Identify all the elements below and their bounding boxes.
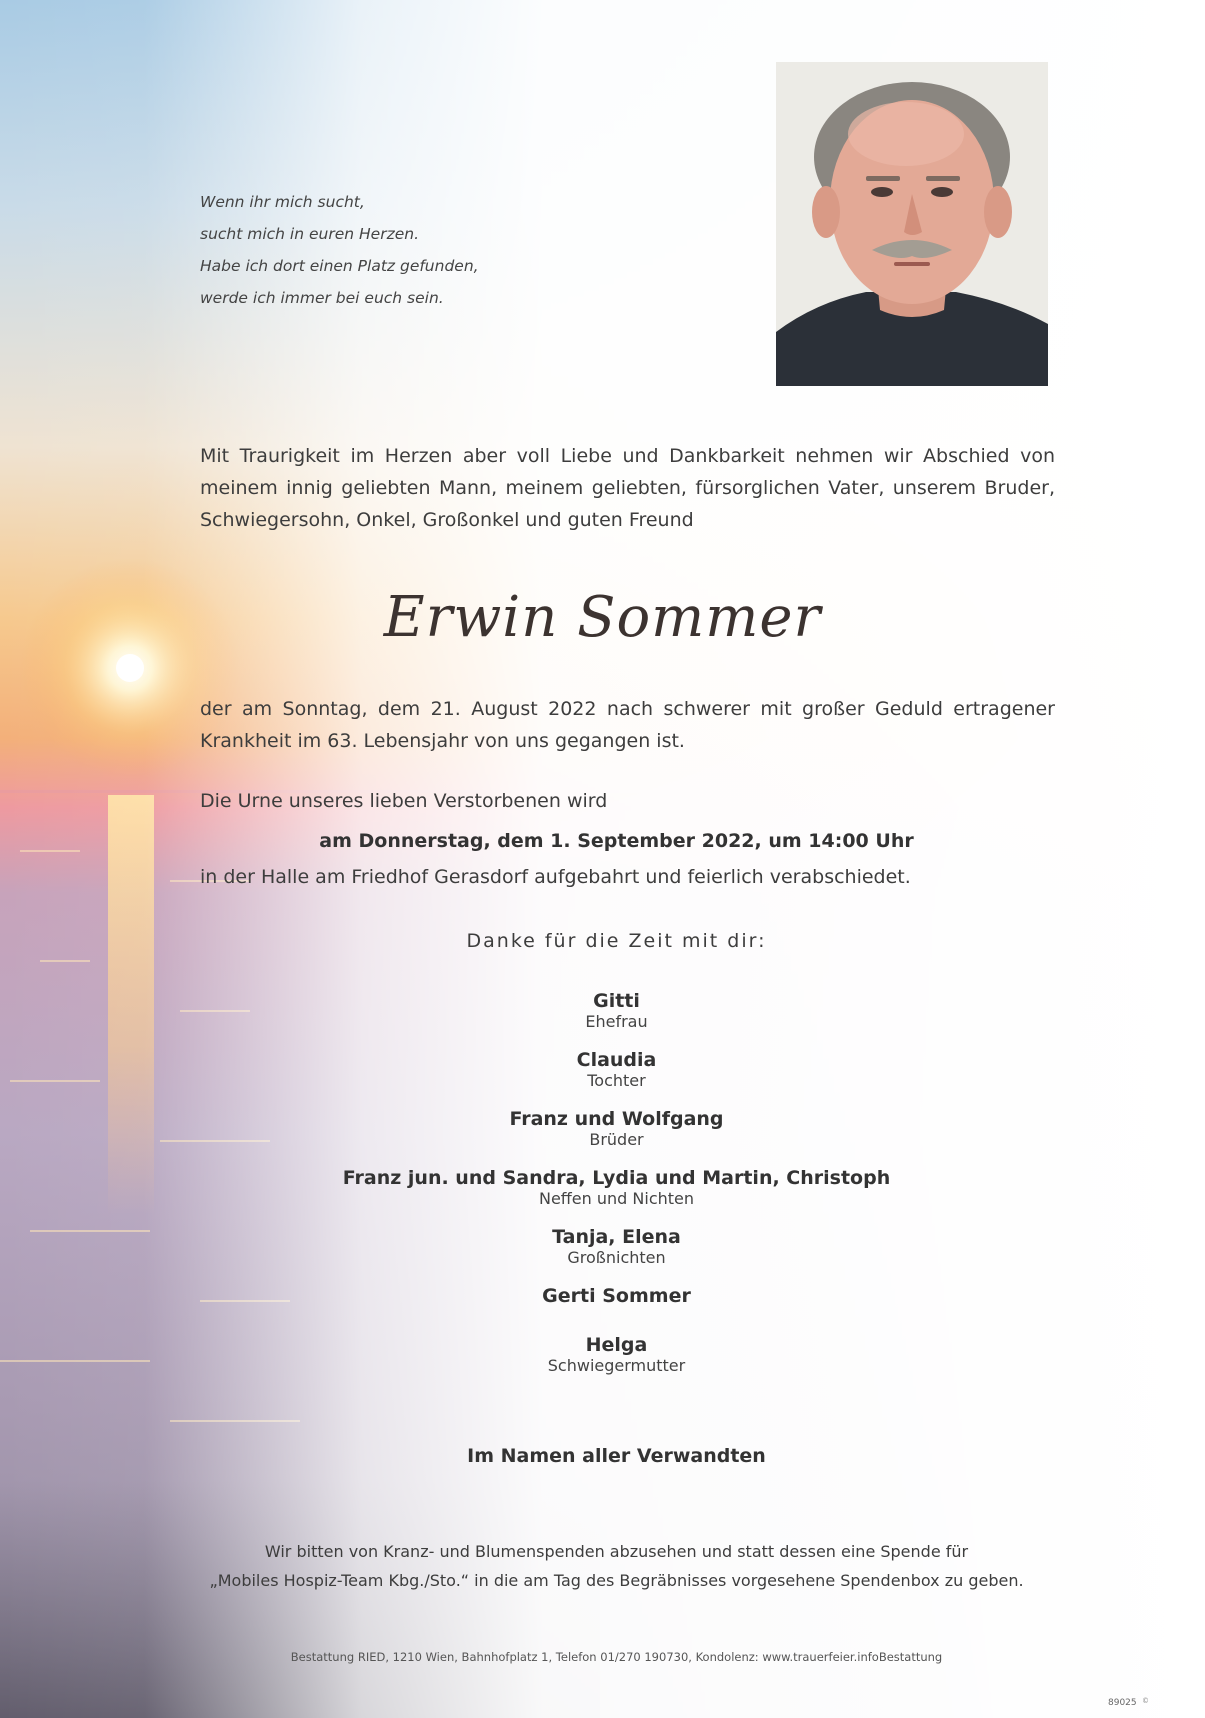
poem-line: Wenn ihr mich sucht, [200, 193, 365, 211]
mourners-list [0, 990, 1205, 1393]
printer-logo: © [1142, 1697, 1149, 1705]
mourner-name: Helga [585, 1334, 648, 1356]
mourner-role: Ehefrau [585, 1012, 648, 1031]
urn-line-1: Die Urne unseres lieben Verstorbenen wird [200, 790, 608, 812]
mourner [28, 1285, 1205, 1307]
mourner-role: Großnichten [567, 1248, 666, 1267]
mourner [28, 1108, 1205, 1150]
ceremony-date: am Donnerstag, dem 1. September 2022, um 14:00 Uhr [319, 830, 914, 852]
urn-line-3: in der Halle am Friedhof Gerasdorf aufgebahrt und feierlich verabschiedet. [200, 866, 911, 888]
donation-line: Wir bitten von Kranz- und Blumenspenden abzusehen und statt dessen eine Spende für [264, 1542, 969, 1561]
poem-line: Habe ich dort einen Platz gefunden, [200, 257, 479, 275]
mourner-name: Gitti [593, 990, 640, 1012]
mourner-name: Gerti Sommer [542, 1285, 691, 1307]
mourner-name: Claudia [576, 1049, 657, 1071]
funeral-home-footer: Bestattung RIED, 1210 Wien, Bahnhofplatz 1, Telefon 01/270 190730, Kondolenz: www.trauerfeier.infoBestattung [290, 1650, 943, 1664]
mourner-name: Tanja, Elena [552, 1226, 681, 1248]
closing-line: Im Namen aller Verwandten [467, 1445, 766, 1467]
mourner [28, 990, 1205, 1032]
poem [200, 186, 479, 314]
mourner-name: Franz und Wolfgang [509, 1108, 724, 1130]
deceased-name: Erwin Sommer [383, 585, 822, 650]
mourner [28, 1334, 1205, 1376]
intro-paragraph: Mit Traurigkeit im Herzen aber voll Liebe und Dankbarkeit nehmen wir Abschied von meinem innig geliebten Mann, meinem geliebten, fürsorglichen Vater, unserem Bruder, Schwiegersohn, Onkel, Großonkel und guten Freund [200, 445, 1055, 531]
mourner-name: Franz jun. und Sandra, Lydia und Martin, Christoph [342, 1167, 891, 1189]
poem-line: werde ich immer bei euch sein. [200, 289, 444, 307]
mourner-role: Schwiegermutter [547, 1356, 686, 1375]
mourner-role: Tochter [587, 1071, 646, 1090]
poem-line: sucht mich in euren Herzen. [200, 225, 419, 243]
mourner-role: Brüder [589, 1130, 644, 1149]
donation-line: „Mobiles Hospiz-Team Kbg./Sto.“ in die am Tag des Begräbnisses vorgesehene Spendenbox zu geben. [209, 1571, 1024, 1590]
form-code: 89025 [1108, 1698, 1137, 1708]
portrait-photo [776, 62, 1048, 386]
donation-request [0, 1537, 1205, 1595]
thanks-heading: Danke für die Zeit mit dir: [466, 930, 767, 952]
mourner [28, 1226, 1205, 1268]
mourner [28, 1167, 1205, 1209]
death-notice: der am Sonntag, dem 21. August 2022 nach schwerer mit großer Geduld ertragener Krankheit im 63. Lebensjahr von uns gegangen ist. [200, 698, 1055, 752]
mourner [28, 1049, 1205, 1091]
mourner-role: Neffen und Nichten [538, 1189, 695, 1208]
